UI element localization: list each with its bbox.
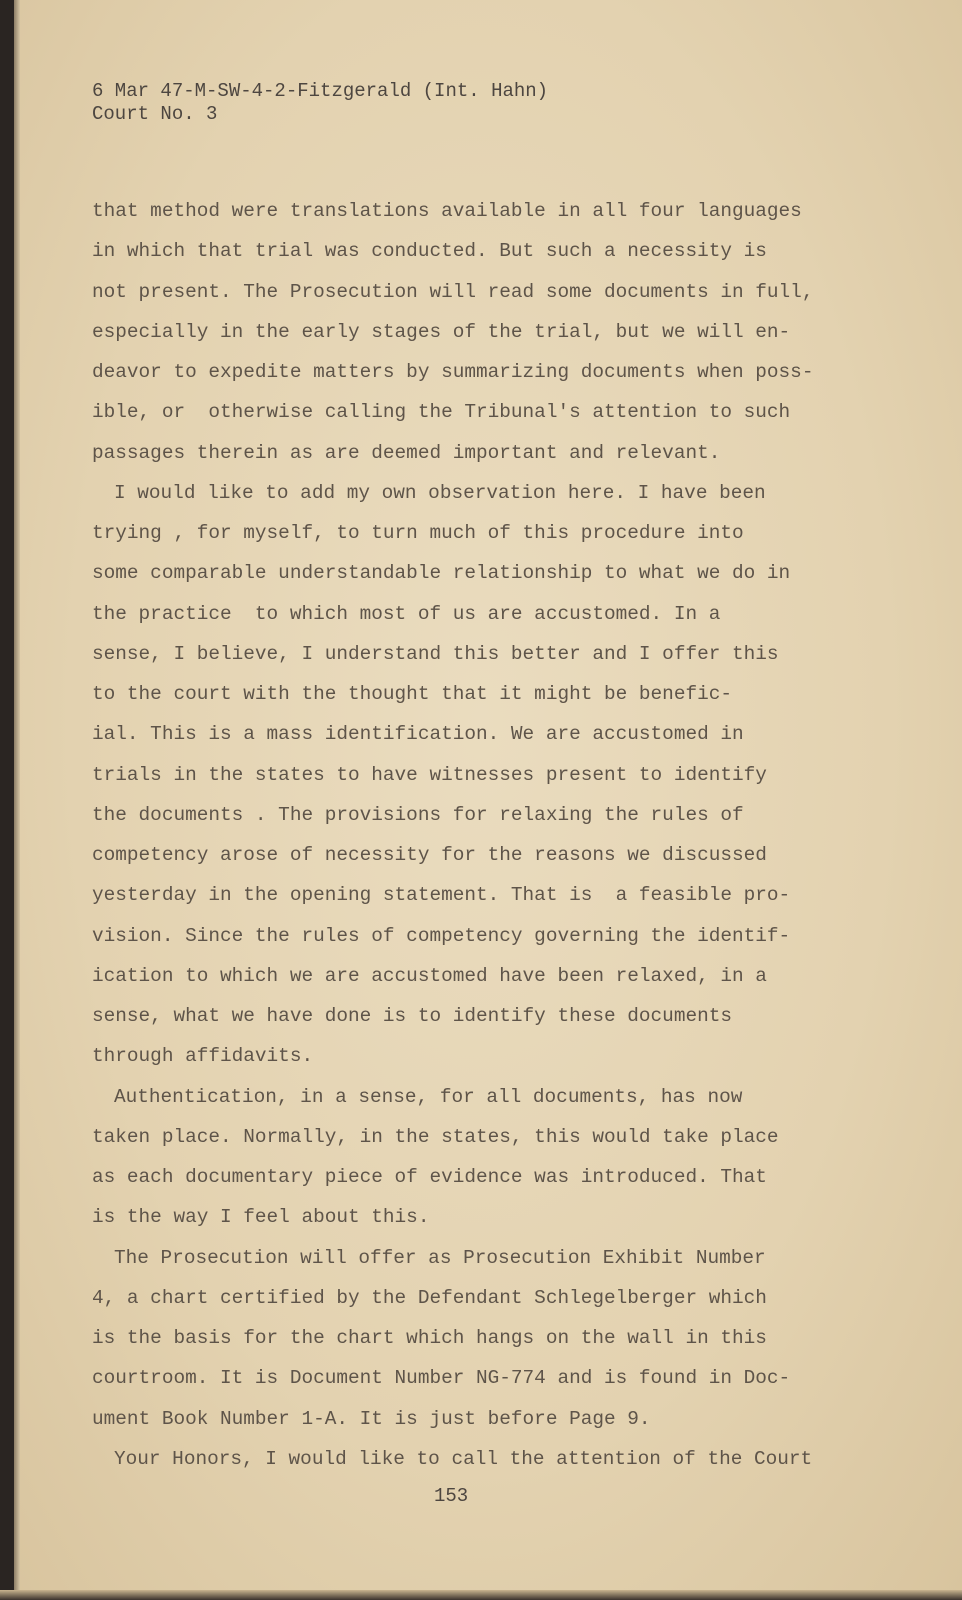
text-line: through affidavits. xyxy=(92,1045,314,1068)
text-line: 4, a chart certified by the Defendant Schlegelberger which xyxy=(92,1286,767,1309)
text-line: is the way I feel about this. xyxy=(92,1206,430,1229)
text-line: vision. Since the rules of competency governing the identif- xyxy=(92,924,791,947)
text-line: that method were translations available in all four languages xyxy=(92,200,802,222)
text-line: Your Honors, I would like to call the attention of the Court xyxy=(114,1447,813,1470)
text-line: the practice to which most of us are accustomed. In a xyxy=(92,602,721,625)
text-line: some comparable understandable relationship to what we do in xyxy=(92,562,791,585)
text-line: especially in the early stages of the trial, but we will en- xyxy=(92,320,791,343)
binding-shadow xyxy=(14,0,20,1600)
text-line: deavor to expedite matters by summarizing documents when poss- xyxy=(92,361,814,383)
page-number: 153 xyxy=(434,1485,469,1507)
text-line: yesterday in the opening statement. That is a feasible pro- xyxy=(92,884,791,907)
text-line: ial. This is a mass identification. We are accustomed in xyxy=(92,723,744,746)
text-line: to the court with the thought that it might be benefic- xyxy=(92,683,732,705)
text-line: in which that trial was conducted. But such a necessity is xyxy=(92,240,767,263)
text-line: sense, what we have done is to identify these documents xyxy=(92,1005,732,1027)
text-line: passages therein as are deemed important and relevant. xyxy=(92,441,721,464)
text-line: I would like to add my own observation here. I have been xyxy=(114,481,766,504)
document-header xyxy=(92,80,548,126)
text-line: competency arose of necessity for the reasons we discussed xyxy=(92,844,767,866)
text-line: trying , for myself, to turn much of this procedure into xyxy=(92,522,744,544)
text-line: taken place. Normally, in the states, this would take place xyxy=(92,1125,779,1148)
text-line: The Prosecution will offer as Prosecution Exhibit Number xyxy=(114,1246,766,1269)
header-court: Court No. 3 xyxy=(92,103,218,125)
bottom-edge xyxy=(0,1590,962,1600)
text-line: sense, I believe, I understand this better and I offer this xyxy=(92,642,779,665)
header-reference: 6 Mar 47-M-SW-4-2-Fitzgerald (Int. Hahn) xyxy=(92,80,549,102)
text-line: ication to which we are accustomed have been relaxed, in a xyxy=(92,964,767,987)
text-line: Authentication, in a sense, for all documents, has now xyxy=(114,1085,743,1108)
text-line: ument Book Number 1-A. It is just before Page 9. xyxy=(92,1407,651,1430)
text-line: not present. The Prosecution will read some documents in full, xyxy=(92,280,814,303)
text-line: as each documentary piece of evidence was introduced. That xyxy=(92,1166,767,1188)
text-line: ible, or otherwise calling the Tribunal's attention to such xyxy=(92,401,791,424)
binding-edge xyxy=(0,0,14,1600)
text-line: is the basis for the chart which hangs on the wall in this xyxy=(92,1327,767,1349)
text-line: trials in the states to have witnesses present to identify xyxy=(92,763,767,786)
text-line: the documents . The provisions for relaxing the rules of xyxy=(92,803,744,826)
text-line: courtroom. It is Document Number NG-774 and is found in Doc- xyxy=(92,1367,791,1390)
